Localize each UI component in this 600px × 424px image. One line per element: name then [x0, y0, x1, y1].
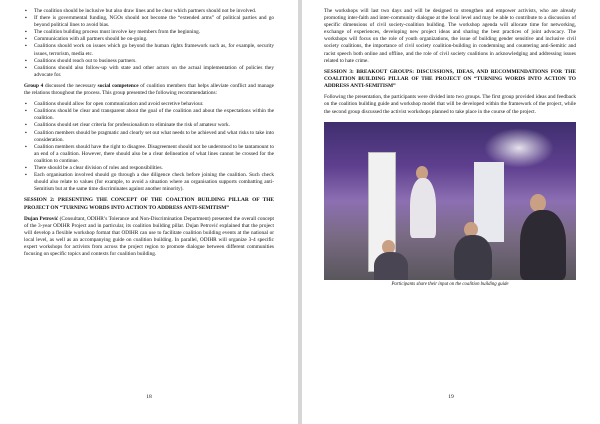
list-item: ▪ There should be a clear division of roles and responsibilities.: [24, 165, 274, 172]
speaker-name: Dujan Petrović: [24, 215, 59, 222]
group4-text-a: discussed the necessary: [43, 82, 98, 89]
list-item: ▪ Coalition members should be pragmatic and clearly set out what needs to be achieved and what risks to take into consideration.: [24, 130, 274, 144]
left-page: [0, 0, 298, 424]
list-item: ▪ Each organisation involved should go through a due diligence check before joining the coalition. Such check should also relate to values (for example, to avoid a situation where an organisation supports combatting anti-Semitism but at the same time discriminates against another minority).: [24, 172, 274, 193]
page-number: 19: [448, 394, 454, 400]
list-item: ▪ Coalitions should work on issues which go beyond the human rights framework such as, for example, security issues, terrorism, media etc.: [24, 43, 274, 57]
list-item: ▪ The coalition should be inclusive but also draw lines and be clear which partners should not be involved.: [24, 8, 274, 15]
list-item: ▪ Coalitions should allow for open communication and avoid secretive behaviour.: [24, 101, 274, 108]
speaker-figure: [410, 178, 436, 238]
group4-bold: social competence: [97, 82, 139, 89]
workshop-photo: [324, 122, 576, 280]
photo-caption: Participants share their input on the coalition building guide: [391, 281, 509, 287]
screen: [474, 162, 504, 242]
list-item: ▪ If there is governmental funding, NGOs should not become the “extended arms” of political parties and go beyond political lines to avoid bias.: [24, 15, 274, 29]
bullet-list-recommendations: [24, 101, 274, 193]
page-number: 18: [146, 394, 152, 400]
group4-text-b: of coalition members that helps alleviate conflict and manage the relations throughout the process. This group presented the following recommendations:: [24, 82, 274, 97]
participant-figure: [520, 210, 566, 280]
list-item: ▪ Coalitions should be clear and transparent about the goal of the coalition and about the expectations within the coalition.: [24, 108, 274, 122]
session3-heading: SESSION 3: BREAKOUT GROUPS: DISCUSSIONS, IDEAS, AND RECOMMENDATIONS FOR THE COALITION BUILDING PILLAR OF THE PROJECT ON “TURNING WORDS INTO ACTION TO ADDRESS ANTI-SEMITISM”: [324, 68, 576, 90]
bullet-list-coalition: [24, 8, 274, 79]
session3-paragraph: Following the presentation, the participants were divided into two groups. The first group provided ideas and feedback on the coalition building guide and workshop model that will be developed within the framework of the project, while the second group discussed the activist workshops planned to take place in the course of the project.: [324, 94, 576, 115]
list-item: ▪ Communication with all partners should be on-going.: [24, 36, 274, 43]
list-item: ▪ The coalition building process must involve key members from the beginning.: [24, 29, 274, 36]
participant-figure: [374, 252, 408, 280]
group4-label: Group 4: [24, 82, 44, 89]
group4-paragraph: [24, 83, 274, 97]
participant-figure: [454, 235, 492, 280]
workshops-paragraph: The workshops will last two days and will be designed to strengthen and empower activists, who are already promoting inter-faith and inter-community dialogue at the local level and may be able to contribute to a discussion of specific dimensions of civil society-coalition building. The workshop agenda will allocate time for networking, exchange of experiences, developing new project ideas and sharing the best practices of joint advocacy. The workshops will focus on the role of youth organizations, the issue of building gender sensitive and inclusive civil society coalitions, the importance of civil society coalition-building in condemning and countering anti-Semitic and racist speech both online and offline, and the role of civil society coalitions in acknowledging and addressing issues related to hate crime.: [324, 8, 576, 64]
list-item: ▪ Coalitions should set clear criteria for professionalism to eliminate the risk of amateur work.: [24, 122, 274, 129]
participant-head: [530, 194, 546, 212]
right-page: [302, 0, 600, 424]
list-item: ▪ Coalitions should reach out to business partners.: [24, 58, 274, 65]
session2-heading: SESSION 2: PRESENTING THE CONCEPT OF THE COALTION BUILDING PILLAR OF THE PROJECT ON “TURNING WORDS INTO ACTION TO ADDRESS ANTI-SEMITISM”: [24, 197, 274, 211]
speaker-paragraph: [24, 216, 274, 259]
list-item: ▪ Coalition members should have the right to disagree. Disagreement should not be understood to be tantamount to an end of a coalition. However, there should also be a clear delineation of what lines cannot be crossed for the coalition to continue.: [24, 144, 274, 165]
list-item: ▪ Coalitions should also follow-up with state and other actors on the actual implementation of policies they advocate for.: [24, 65, 274, 79]
speaker-text: (Consultant, ODIHR’s Tolerance and Non-Discrimination Department) presented the overall concept of the 3-year ODIHR Project and in particular, its coalition building pillar. Dujan Petrović explained that the project will develop a flexible workshop format that ODIHR can use to facilitate coalition building events at the national or local level, as well as an accompanying guide on coalition building. In parallel, ODIHR will organize 3-4 specific expert workshops for activists from across the project region to promote dialogue between different communities focusing on specific topics and contexts for coalition building.: [24, 215, 274, 258]
